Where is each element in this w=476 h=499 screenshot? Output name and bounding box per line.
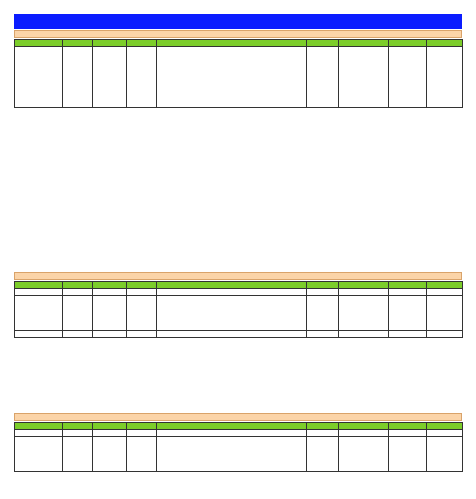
cell-type <box>63 437 93 472</box>
table-header-row <box>15 40 463 47</box>
col-header <box>63 423 93 430</box>
cell-erp <box>389 47 427 108</box>
cell-type <box>63 430 93 437</box>
col-header <box>93 40 127 47</box>
cell-list <box>157 296 307 331</box>
cell-type <box>63 289 93 296</box>
cell-default <box>307 47 339 108</box>
col-header <box>427 40 463 47</box>
cell-maxlen <box>339 296 389 331</box>
col-header <box>339 40 389 47</box>
cell-maxlen <box>339 47 389 108</box>
cell-desc <box>93 296 127 331</box>
cell-required <box>427 289 463 296</box>
cell-list <box>157 430 307 437</box>
col-header <box>93 423 127 430</box>
cell-name <box>15 430 63 437</box>
cell-desc <box>93 289 127 296</box>
cell-visible <box>127 47 157 108</box>
col-header <box>15 40 63 47</box>
col-header <box>157 40 307 47</box>
cell-name <box>15 47 63 108</box>
cell-name <box>15 289 63 296</box>
cell-list <box>157 289 307 296</box>
cell-maxlen <box>339 437 389 472</box>
col-header <box>389 423 427 430</box>
cell-erp <box>389 430 427 437</box>
cell-required <box>427 437 463 472</box>
col-header <box>307 423 339 430</box>
cell-name <box>15 296 63 331</box>
col-header <box>389 40 427 47</box>
cell-desc <box>93 47 127 108</box>
cell-type <box>63 296 93 331</box>
cell-erp <box>389 296 427 331</box>
cell-name <box>15 437 63 472</box>
cell-visible <box>127 437 157 472</box>
col-header <box>339 282 389 289</box>
app-title <box>14 14 462 29</box>
cell-visible <box>127 430 157 437</box>
col-header <box>427 423 463 430</box>
cell-default <box>307 430 339 437</box>
table-row[interactable] <box>15 47 463 108</box>
cell-required <box>427 430 463 437</box>
page-two-table <box>14 281 463 338</box>
col-header <box>15 423 63 430</box>
col-header <box>63 40 93 47</box>
cell-default <box>307 437 339 472</box>
col-header <box>93 282 127 289</box>
col-header <box>157 282 307 289</box>
cover-table <box>14 39 463 108</box>
cell-desc <box>93 437 127 472</box>
cell-maxlen <box>339 289 389 296</box>
page-two-tab[interactable] <box>14 413 462 421</box>
cell-visible <box>127 296 157 331</box>
table-row[interactable] <box>15 289 463 296</box>
cell-erp <box>389 289 427 296</box>
page-two-tab[interactable] <box>14 272 462 280</box>
col-header <box>307 40 339 47</box>
cell-desc <box>93 430 127 437</box>
cell-list <box>157 47 307 108</box>
table-row[interactable] <box>15 430 463 437</box>
cell-type <box>63 47 93 108</box>
col-header <box>157 423 307 430</box>
col-header <box>63 282 93 289</box>
col-header <box>427 282 463 289</box>
col-header <box>339 423 389 430</box>
cell-required <box>427 47 463 108</box>
col-header <box>127 40 157 47</box>
cell-erp <box>389 437 427 472</box>
col-header <box>127 282 157 289</box>
table-header-row <box>15 423 463 430</box>
cell-maxlen <box>339 430 389 437</box>
cell-visible <box>127 289 157 296</box>
col-header <box>307 282 339 289</box>
page-two-table <box>14 422 463 472</box>
table-row[interactable] <box>15 296 463 331</box>
col-header <box>127 423 157 430</box>
table-row[interactable] <box>15 437 463 472</box>
cell-list <box>157 437 307 472</box>
cell-default <box>307 296 339 331</box>
cell-required <box>427 296 463 331</box>
table-row <box>15 331 463 338</box>
cover-page-tab[interactable] <box>14 30 462 38</box>
table-header-row <box>15 282 463 289</box>
col-header <box>15 282 63 289</box>
cell-default <box>307 289 339 296</box>
col-header <box>389 282 427 289</box>
